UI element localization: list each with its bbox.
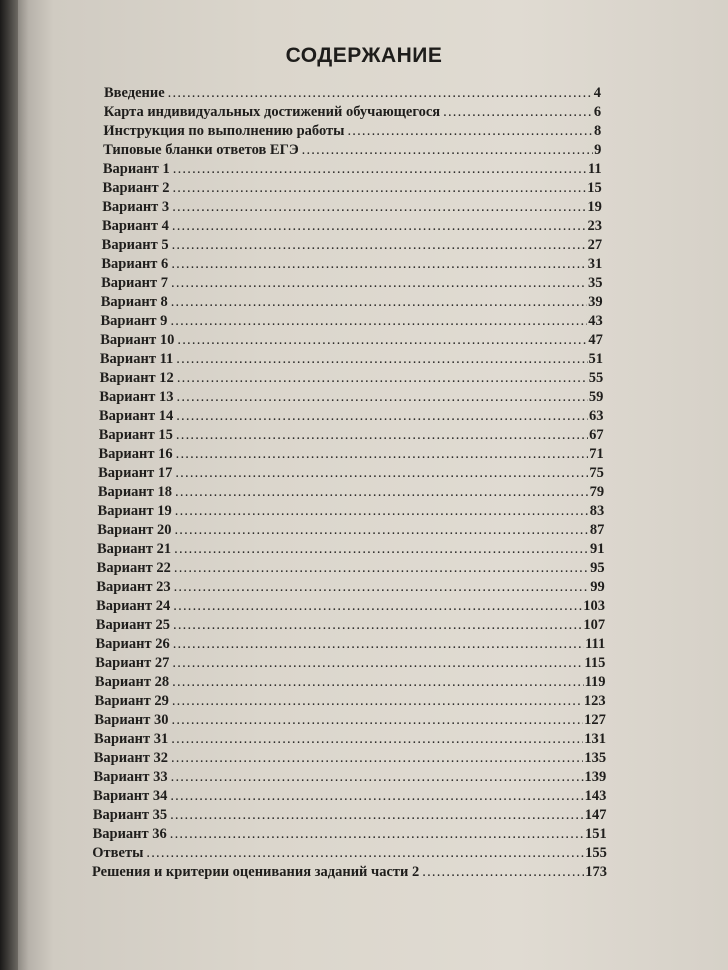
toc-dot-leader bbox=[171, 731, 583, 748]
toc-entry-label: Вариант 36 bbox=[92, 826, 167, 842]
toc-entry-page-number: 43 bbox=[588, 313, 603, 329]
toc-entry-label: Карта индивидуальных достижений обучающегося bbox=[103, 104, 441, 120]
toc-entry bbox=[98, 446, 603, 464]
toc-entry-label: Вариант 9 bbox=[100, 313, 168, 329]
toc-entry-page-number: 87 bbox=[589, 522, 605, 538]
toc-entry-label: Типовые бланки ответов ЕГЭ bbox=[103, 142, 299, 158]
toc-dot-leader bbox=[177, 389, 588, 406]
toc-dot-leader bbox=[177, 370, 588, 387]
toc-entry bbox=[94, 712, 605, 730]
toc-entry-label: Вариант 24 bbox=[96, 598, 171, 614]
toc-entry-page-number: 63 bbox=[588, 408, 604, 424]
toc-entry-page-number: 91 bbox=[590, 541, 605, 557]
toc-dot-leader bbox=[347, 123, 593, 140]
toc-dot-leader bbox=[172, 180, 586, 197]
toc-entry bbox=[103, 180, 602, 198]
toc-entry-page-number: 6 bbox=[593, 104, 602, 120]
toc-dot-leader bbox=[173, 617, 582, 634]
toc-entry bbox=[96, 617, 605, 635]
toc-dot-leader bbox=[443, 104, 593, 121]
toc-entry-label: Решения и критерии оценивания заданий части 2 bbox=[92, 864, 420, 880]
toc-dot-leader bbox=[176, 446, 589, 463]
toc-entry-label: Вариант 13 bbox=[99, 389, 174, 405]
toc-dot-leader bbox=[173, 161, 587, 178]
toc-entry-label: Вариант 8 bbox=[100, 294, 168, 310]
toc-entry-page-number: 107 bbox=[583, 617, 606, 633]
toc-entry-label: Вариант 1 bbox=[102, 161, 170, 177]
toc-entry-page-number: 31 bbox=[587, 256, 603, 272]
toc-entry-page-number: 8 bbox=[594, 123, 602, 139]
toc-entry bbox=[98, 503, 605, 521]
toc-entry-label: Вариант 19 bbox=[97, 503, 172, 519]
toc-entry-page-number: 79 bbox=[589, 484, 605, 500]
toc-entry bbox=[100, 332, 603, 350]
toc-dot-leader bbox=[176, 427, 588, 444]
toc-entry bbox=[104, 104, 601, 122]
toc-entry-page-number: 123 bbox=[583, 693, 606, 709]
toc-entry-page-number: 143 bbox=[584, 788, 607, 804]
toc-entry bbox=[93, 769, 606, 787]
toc-entry bbox=[99, 427, 604, 445]
toc-entry-label: Вариант 6 bbox=[101, 256, 169, 272]
page-title: СОДЕРЖАНИЕ bbox=[285, 44, 443, 67]
toc-dot-leader bbox=[175, 484, 589, 501]
toc-entry-label: Вариант 10 bbox=[100, 332, 175, 348]
toc-entry-page-number: 51 bbox=[588, 351, 604, 367]
toc-dot-leader bbox=[171, 275, 587, 292]
toc-entry-page-number: 83 bbox=[589, 503, 605, 519]
toc-entry-label: Вариант 16 bbox=[98, 446, 173, 462]
toc-entry bbox=[103, 161, 602, 179]
toc-entry-page-number: 99 bbox=[590, 579, 605, 595]
toc-entry-label: Вариант 35 bbox=[92, 807, 168, 823]
toc-entry-page-number: 119 bbox=[584, 674, 606, 690]
toc-entry-label: Вариант 15 bbox=[98, 427, 173, 443]
toc-entry bbox=[96, 598, 605, 616]
toc-entry bbox=[97, 560, 605, 578]
toc-dot-leader bbox=[176, 408, 588, 425]
toc-entry-label: Вариант 34 bbox=[93, 788, 168, 804]
toc-entry-page-number: 9 bbox=[594, 142, 602, 158]
toc-entry-page-number: 95 bbox=[590, 560, 605, 576]
toc-entry-label: Вариант 29 bbox=[94, 693, 169, 709]
toc-entry-label: Вариант 11 bbox=[99, 351, 174, 367]
toc-dot-leader bbox=[172, 655, 583, 672]
toc-dot-leader bbox=[170, 807, 584, 824]
toc-dot-leader bbox=[171, 256, 586, 273]
toc-entry-page-number: 59 bbox=[588, 389, 604, 405]
toc-entry-page-number: 131 bbox=[584, 731, 606, 747]
toc-dot-leader bbox=[173, 598, 582, 615]
toc-entry-label: Вариант 5 bbox=[101, 237, 169, 253]
toc-entry bbox=[103, 123, 601, 141]
toc-entry bbox=[98, 465, 604, 483]
toc-entry bbox=[92, 864, 607, 882]
toc-dot-leader bbox=[422, 864, 584, 881]
toc-entry-page-number: 147 bbox=[584, 807, 607, 823]
toc-entry bbox=[101, 275, 602, 293]
toc-entry-label: Вариант 25 bbox=[95, 617, 170, 633]
toc-entry-page-number: 103 bbox=[583, 598, 605, 614]
toc-dot-leader bbox=[146, 845, 584, 862]
toc-entry-page-number: 27 bbox=[587, 237, 603, 253]
toc-entry bbox=[92, 845, 607, 863]
toc-entry-page-number: 39 bbox=[588, 294, 603, 310]
toc-entry bbox=[104, 85, 601, 103]
toc-dot-leader bbox=[171, 769, 584, 786]
toc-entry-page-number: 35 bbox=[587, 275, 603, 291]
toc-entry-label: Вариант 14 bbox=[99, 408, 174, 424]
toc-entry-page-number: 135 bbox=[584, 750, 607, 766]
toc-entry-page-number: 71 bbox=[589, 446, 604, 462]
toc-dot-leader bbox=[172, 218, 587, 235]
toc-dot-leader bbox=[171, 750, 583, 767]
toc-entry-label: Вариант 2 bbox=[102, 180, 170, 196]
toc-entry bbox=[93, 807, 607, 825]
toc-entry-label: Вариант 27 bbox=[95, 655, 170, 671]
toc-entry bbox=[102, 237, 603, 255]
toc-dot-leader bbox=[176, 351, 587, 368]
toc-entry bbox=[102, 218, 602, 236]
toc-entry-page-number: 155 bbox=[585, 845, 607, 861]
toc-entry-label: Вариант 30 bbox=[94, 712, 169, 728]
toc-dot-leader bbox=[170, 788, 583, 805]
toc-dot-leader bbox=[171, 294, 587, 311]
toc-entry-page-number: 23 bbox=[587, 218, 602, 234]
toc-dot-leader bbox=[174, 579, 590, 596]
toc-entry bbox=[94, 731, 606, 749]
toc-entry-page-number: 4 bbox=[593, 85, 601, 101]
toc-dot-leader bbox=[174, 522, 588, 539]
toc-entry bbox=[96, 636, 606, 654]
toc-dot-leader bbox=[177, 332, 587, 349]
toc-entry-page-number: 127 bbox=[584, 712, 606, 728]
toc-dot-leader bbox=[173, 636, 584, 653]
toc-entry-label: Вариант 32 bbox=[93, 750, 168, 766]
toc-entry bbox=[99, 389, 603, 407]
toc-dot-leader bbox=[174, 560, 589, 577]
toc-entry-page-number: 115 bbox=[584, 655, 606, 671]
toc-dot-leader bbox=[168, 85, 593, 102]
toc-entry-page-number: 11 bbox=[587, 161, 602, 177]
toc-entry-page-number: 55 bbox=[588, 370, 604, 386]
toc-entry-page-number: 139 bbox=[584, 769, 607, 785]
toc-dot-leader bbox=[174, 541, 589, 558]
toc-entry-page-number: 75 bbox=[589, 465, 604, 481]
toc-entry-label: Ответы bbox=[92, 845, 144, 861]
toc-entry bbox=[100, 351, 603, 369]
toc-dot-leader bbox=[302, 142, 594, 159]
toc-entry bbox=[101, 294, 603, 312]
toc-entry bbox=[100, 370, 604, 388]
toc-entry-label: Вариант 18 bbox=[97, 484, 173, 500]
toc-entry-label: Вариант 20 bbox=[97, 522, 172, 538]
toc-entry bbox=[99, 408, 603, 426]
toc-entry-page-number: 47 bbox=[588, 332, 603, 348]
toc-entry-label: Вариант 26 bbox=[95, 636, 170, 652]
toc-entry-label: Вариант 28 bbox=[94, 674, 170, 690]
toc-dot-leader bbox=[175, 465, 588, 482]
toc-dot-leader bbox=[170, 313, 587, 330]
toc-dot-leader bbox=[175, 503, 589, 520]
toc-entry-label: Инструкция по выполнению работы bbox=[103, 123, 345, 139]
toc-entry-label: Введение bbox=[104, 85, 165, 101]
toc-entry bbox=[102, 199, 602, 217]
toc-entry bbox=[97, 541, 605, 559]
toc-entry-label: Вариант 33 bbox=[93, 769, 168, 785]
toc-entry bbox=[98, 484, 604, 502]
toc-entry bbox=[101, 256, 602, 274]
toc-entry bbox=[97, 522, 604, 540]
toc-dot-leader bbox=[172, 237, 587, 254]
toc-dot-leader bbox=[172, 199, 586, 216]
toc-dot-leader bbox=[172, 712, 584, 729]
toc-entry-page-number: 15 bbox=[587, 180, 602, 196]
toc-entry-page-number: 19 bbox=[587, 199, 602, 215]
toc-entry bbox=[103, 142, 601, 160]
toc-entry-label: Вариант 21 bbox=[96, 541, 172, 557]
toc-entry bbox=[93, 826, 607, 844]
toc-entry-label: Вариант 17 bbox=[98, 465, 173, 481]
toc-dot-leader bbox=[172, 674, 583, 691]
toc-entry-label: Вариант 31 bbox=[94, 731, 169, 747]
toc-entry bbox=[100, 313, 602, 331]
toc-entry bbox=[96, 579, 604, 597]
toc-entry-label: Вариант 22 bbox=[96, 560, 171, 576]
toc-entry-label: Вариант 12 bbox=[99, 370, 174, 386]
toc-entry-label: Вариант 23 bbox=[96, 579, 171, 595]
toc-dot-leader bbox=[170, 826, 584, 843]
toc-entry-label: Вариант 3 bbox=[102, 199, 170, 215]
toc-entry-page-number: 67 bbox=[589, 427, 604, 443]
toc-dot-leader bbox=[172, 693, 583, 710]
toc-entry bbox=[95, 693, 606, 711]
toc-entry-page-number: 111 bbox=[585, 636, 606, 652]
toc-entry-label: Вариант 7 bbox=[101, 275, 169, 291]
toc-entry bbox=[94, 750, 606, 768]
toc-entry-label: Вариант 4 bbox=[101, 218, 169, 234]
toc-entry bbox=[95, 655, 605, 673]
toc-entry bbox=[95, 674, 606, 692]
toc-entry bbox=[93, 788, 606, 806]
toc-entry-page-number: 173 bbox=[585, 864, 607, 880]
toc-entry-page-number: 151 bbox=[584, 826, 607, 842]
